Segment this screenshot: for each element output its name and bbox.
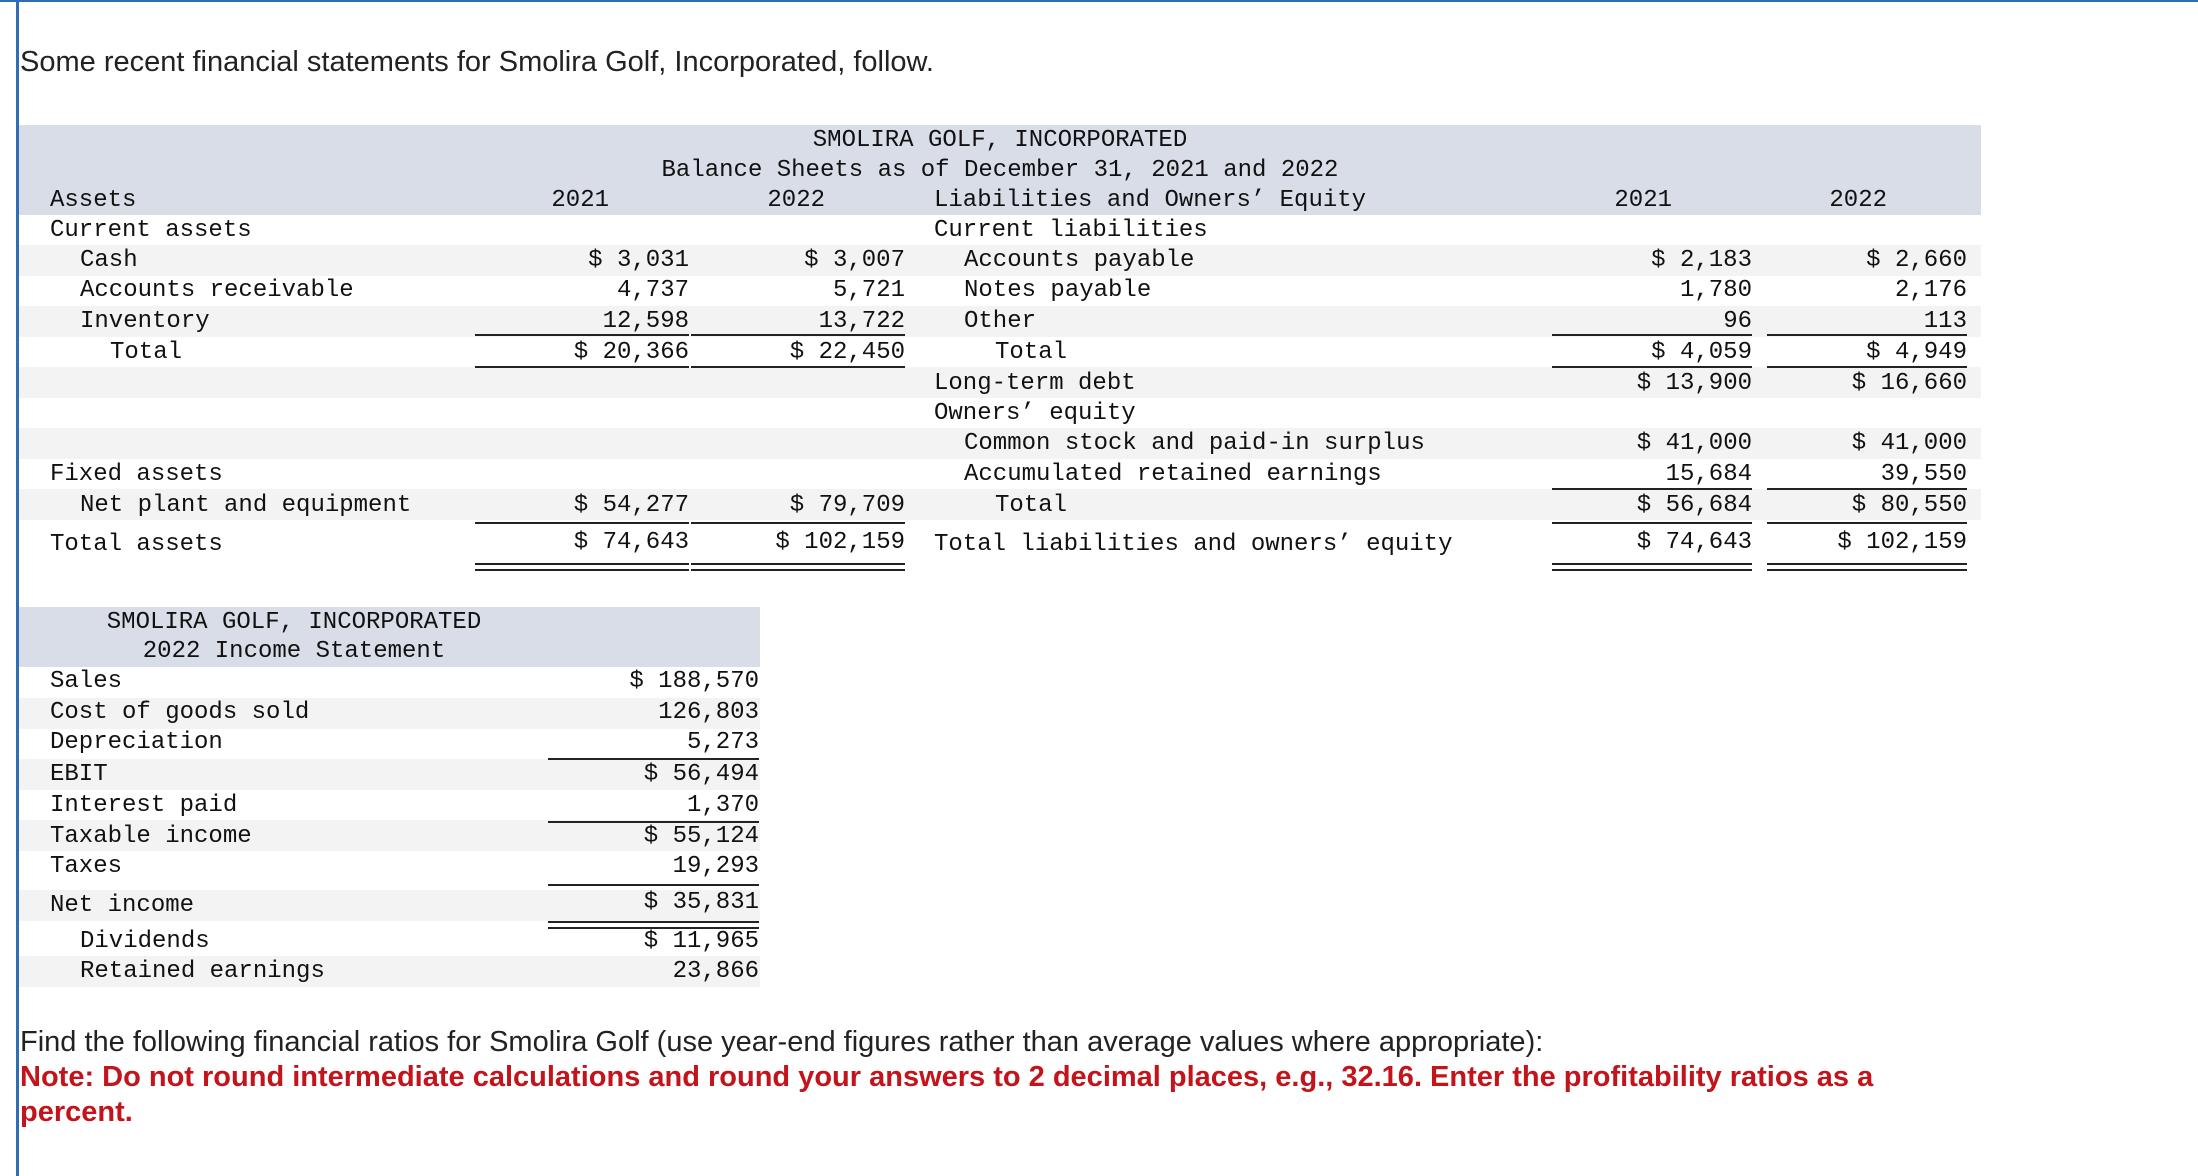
cash-label: Cash (80, 247, 138, 274)
total-le-2022: $ 102,159 (1837, 529, 1967, 556)
total-assets-2022: $ 102,159 (775, 529, 905, 556)
np-2022: 2,176 (1894, 277, 1967, 304)
ap-label: Accounts payable (964, 247, 1195, 274)
ca-total-2022: $ 22,450 (789, 339, 905, 366)
income-statement-title: 2022 Income Statement (142, 638, 446, 665)
total-le-2021: $ 74,643 (1636, 529, 1752, 556)
ca-total-2021: $ 20,366 (573, 339, 689, 366)
retained-earnings-label: Retained earnings (80, 958, 325, 985)
dividends-value: $ 11,965 (643, 928, 759, 955)
total-assets-label: Total assets (50, 531, 223, 558)
dividends-label: Dividends (80, 928, 210, 955)
current-assets-heading: Current assets (50, 217, 252, 244)
total-assets-2021: $ 74,643 (573, 529, 689, 556)
income-statement-table (19, 607, 760, 987)
interest-label: Interest paid (50, 792, 238, 819)
taxes-label: Taxes (50, 853, 123, 880)
company-title: SMOLIRA GOLF, INCORPORATED (812, 127, 1188, 154)
cs-label: Common stock and paid-in surplus (964, 430, 1425, 457)
are-label: Accumulated retained earnings (964, 461, 1382, 488)
are-2022: 39,550 (1880, 461, 1967, 488)
oe-total-label: Total (995, 492, 1068, 519)
other-2022: 113 (1923, 308, 1967, 335)
oe-total-2021: $ 56,684 (1636, 492, 1752, 519)
other-2021: 96 (1723, 308, 1752, 335)
cl-total-2022: $ 4,949 (1866, 339, 1967, 366)
intro-text: Some recent financial statements for Smolira Golf, Incorporated, follow. (20, 46, 934, 78)
sales-label: Sales (50, 668, 123, 695)
liab-year-2021: 2021 (1614, 187, 1672, 214)
liab-year-2022: 2022 (1829, 187, 1887, 214)
balance-sheet-table (19, 125, 1981, 571)
ca-total-label: Total (110, 339, 183, 366)
interest-value: 1,370 (686, 792, 759, 819)
other-label: Other (964, 308, 1037, 335)
npe-label: Net plant and equipment (80, 492, 412, 519)
frame-top-border (0, 0, 2198, 2)
np-2021: 1,780 (1679, 277, 1752, 304)
npe-2021: $ 54,277 (573, 492, 689, 519)
ltd-2022: $ 16,660 (1851, 370, 1967, 397)
depreciation-label: Depreciation (50, 729, 223, 756)
instruction-note: Note: Do not round intermediate calculations and round your answers to 2 decimal places, e.g., 32.16. Enter the profitability ratios as a percent. (20, 1061, 1874, 1128)
ap-2022: $ 2,660 (1866, 247, 1967, 274)
npe-2022: $ 79,709 (789, 492, 905, 519)
statement-title: Balance Sheets as of December 31, 2021 and 2022 (661, 157, 1339, 184)
income-company-title: SMOLIRA GOLF, INCORPORATED (106, 609, 482, 636)
are-2021: 15,684 (1665, 461, 1752, 488)
ar-2021: 4,737 (616, 277, 689, 304)
cl-total-2021: $ 4,059 (1651, 339, 1752, 366)
assets-heading: Assets (50, 187, 137, 214)
net-income-value: $ 35,831 (643, 889, 759, 916)
taxable-income-value: $ 55,124 (643, 823, 759, 850)
retained-earnings-value: 23,866 (672, 958, 759, 985)
ltd-label: Long-term debt (934, 370, 1136, 397)
ebit-label: EBIT (50, 761, 108, 788)
ar-2022: 5,721 (832, 277, 905, 304)
question-text: Find the following financial ratios for Smolira Golf (use year-end figures rather than average values where appropriate): (20, 1026, 1544, 1058)
fixed-assets-heading: Fixed assets (50, 461, 223, 488)
year-2021: 2021 (551, 187, 609, 214)
liabilities-heading: Liabilities and Owners’ Equity (934, 187, 1367, 214)
ebit-value: $ 56,494 (643, 761, 759, 788)
sales-value: $ 188,570 (629, 668, 759, 695)
net-income-label: Net income (50, 892, 195, 919)
ar-label: Accounts receivable (80, 277, 354, 304)
cs-2021: $ 41,000 (1636, 430, 1752, 457)
depreciation-value: 5,273 (686, 729, 759, 756)
taxes-value: 19,293 (672, 853, 759, 880)
cs-2022: $ 41,000 (1851, 430, 1967, 457)
cash-2021: $ 3,031 (588, 247, 689, 274)
owners-equity-heading: Owners’ equity (934, 400, 1136, 427)
total-le-label: Total liabilities and owners’ equity (934, 531, 1453, 558)
np-label: Notes payable (964, 277, 1152, 304)
year-2022: 2022 (767, 187, 825, 214)
ap-2021: $ 2,183 (1651, 247, 1752, 274)
taxable-income-label: Taxable income (50, 823, 252, 850)
inventory-label: Inventory (80, 308, 210, 335)
current-liabilities-heading: Current liabilities (934, 217, 1208, 244)
cash-2022: $ 3,007 (804, 247, 905, 274)
oe-total-2022: $ 80,550 (1851, 492, 1967, 519)
cogs-value: 126,803 (658, 699, 759, 726)
cl-total-label: Total (995, 339, 1068, 366)
inventory-2022: 13,722 (818, 308, 905, 335)
inventory-2021: 12,598 (602, 308, 689, 335)
cogs-label: Cost of goods sold (50, 699, 310, 726)
ltd-2021: $ 13,900 (1636, 370, 1752, 397)
